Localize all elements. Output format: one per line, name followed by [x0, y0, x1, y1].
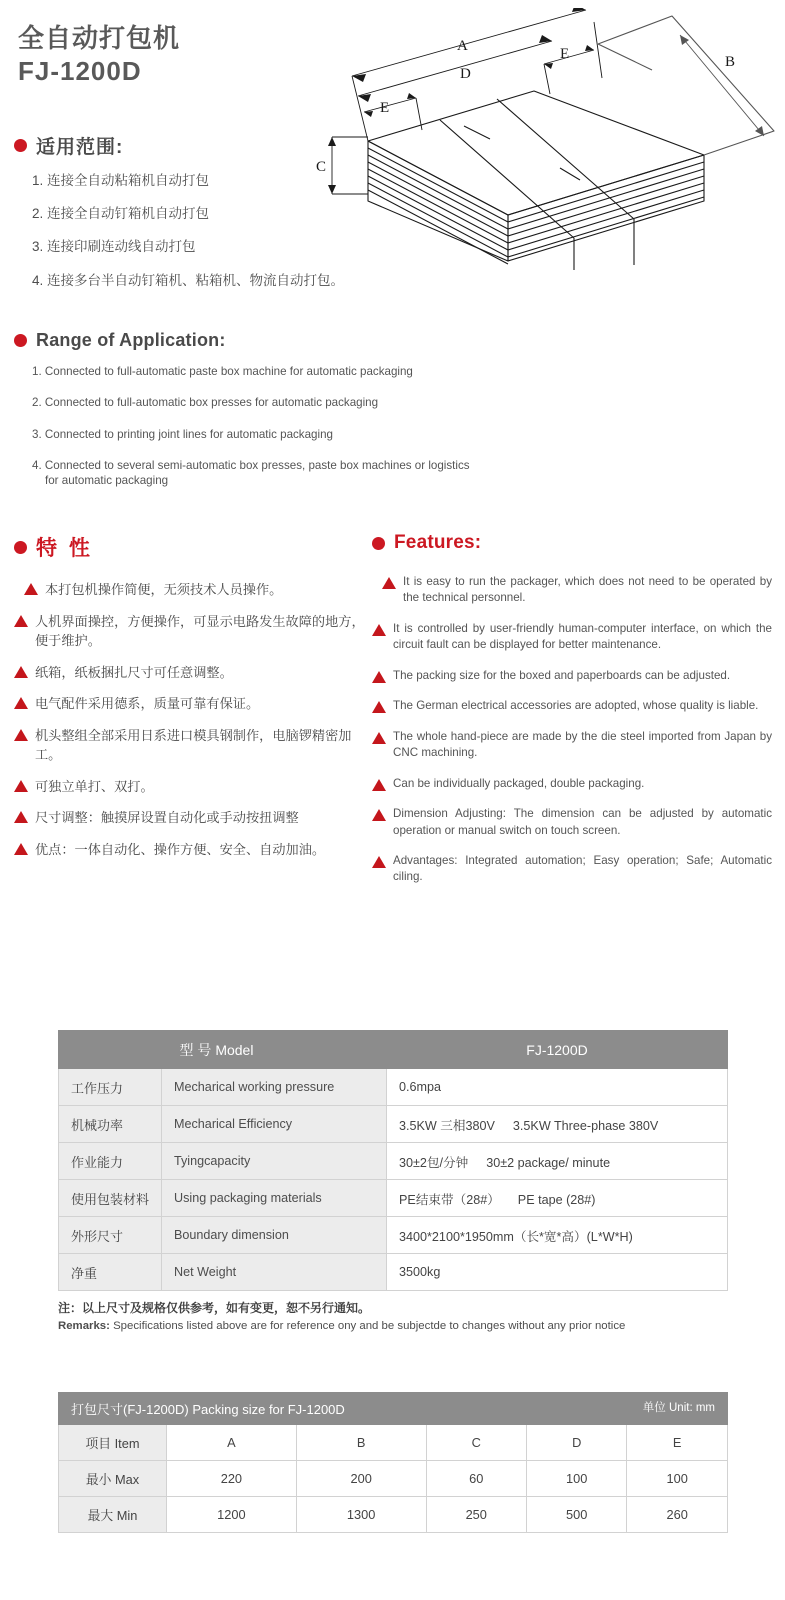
- row-label-en: Net Weight: [162, 1254, 387, 1291]
- list-item-text: 纸箱，纸板捆扎尺寸可任意调整。: [35, 664, 233, 680]
- dimension-label-d: D: [460, 66, 471, 82]
- row-value-en: 30±2 package/ minute: [486, 1155, 611, 1170]
- triangle-bullet-icon: [24, 583, 38, 595]
- list-item-text: The packing size for the boxed and paperboards can be adjusted.: [393, 668, 731, 682]
- triangle-bullet-icon: [14, 666, 28, 678]
- list-item: 1. Connected to full-automatic paste box machine for automatic packaging: [32, 365, 413, 378]
- application-heading-en-text: Range of Application:: [36, 330, 226, 350]
- table-cell: 1300: [296, 1497, 426, 1533]
- row-label-cn: 净重: [59, 1254, 162, 1291]
- list-item-text: It is controlled by user-friendly human-computer interface, on which the circuit fault can be displayed for better maintenance.: [393, 621, 772, 652]
- list-item: [372, 776, 772, 792]
- features-heading-en: [372, 532, 772, 554]
- application-heading-en: [14, 330, 574, 351]
- triangle-bullet-icon: [14, 843, 28, 855]
- row-label-en: Using packaging materials: [162, 1180, 387, 1217]
- table-row: [59, 1143, 728, 1180]
- table-row: [59, 1254, 728, 1291]
- row-value-cn: PE结束带（28#）: [399, 1192, 500, 1207]
- header-model-label: 型 号 Model: [59, 1031, 387, 1069]
- list-item: [372, 698, 772, 714]
- table-row: [59, 1106, 728, 1143]
- row-value: [387, 1217, 728, 1254]
- application-section-cn: [14, 132, 345, 306]
- table-column-header-row: [59, 1425, 728, 1461]
- application-heading-cn-text: 适用范围:: [36, 137, 124, 158]
- list-item: [14, 612, 374, 651]
- row-value-cn: 3500kg: [399, 1265, 441, 1279]
- list-item-text: Can be individually packaged, double packaging.: [393, 776, 645, 790]
- list-item-text: It is easy to run the packager, which does not need to be operated by the technical personnel.: [403, 575, 772, 605]
- application-list-cn: [14, 173, 345, 289]
- list-item-text: 机头整组全部采用日系进口模具钢制作，电脑锣精密加工。: [35, 727, 352, 763]
- dimension-label-a: A: [457, 38, 468, 54]
- column-header-d: D: [526, 1425, 626, 1461]
- remark-en: [58, 1318, 728, 1336]
- dimension-label-b: B: [725, 54, 736, 70]
- triangle-bullet-icon: [372, 809, 386, 821]
- product-dimension-diagram: [312, 8, 782, 270]
- features-section-en: [372, 532, 772, 900]
- list-item: [382, 574, 772, 607]
- triangle-bullet-icon: [14, 697, 28, 709]
- table-cell: 250: [426, 1497, 526, 1533]
- row-value: [387, 1254, 728, 1291]
- row-value-cn: 0.6mpa: [399, 1080, 442, 1094]
- features-heading-cn-text: 特 性: [36, 537, 93, 560]
- list-item: 1. 连接全自动粘箱机自动打包: [32, 173, 210, 188]
- features-list-cn: [14, 580, 374, 859]
- list-item-text: 电气配件采用德系，质量可靠有保证。: [35, 696, 260, 712]
- row-value: [387, 1069, 728, 1106]
- triangle-bullet-icon: [372, 671, 386, 683]
- row-label-en: Mecharical Efficiency: [162, 1106, 387, 1143]
- list-item: [14, 726, 374, 765]
- remark-en-label: Remarks:: [58, 1319, 110, 1332]
- bullet-dot-icon: [14, 139, 27, 152]
- column-header-a: A: [167, 1425, 297, 1461]
- row-label-cn: 使用包装材料: [59, 1180, 162, 1217]
- table-row: [59, 1217, 728, 1254]
- packing-unit: 单位 Unit: mm: [642, 1402, 715, 1414]
- row-label-cn: 作业能力: [59, 1143, 162, 1180]
- list-item-text: The whole hand-piece are made by the die steel imported from Japan by CNC machining.: [393, 729, 772, 760]
- column-header-c: C: [426, 1425, 526, 1461]
- triangle-bullet-icon: [14, 780, 28, 792]
- table-row: [59, 1069, 728, 1106]
- list-item-line1: 4. Connected to several semi-automatic box presses, paste box machines or logistics: [32, 458, 470, 472]
- list-item: 2. Connected to full-automatic box presses for automatic packaging: [32, 396, 379, 410]
- list-item-text: Dimension Adjusting: The dimension can be adjusted by automatic operation or manual switch on touch screen.: [393, 807, 772, 837]
- row-value: [387, 1180, 728, 1217]
- list-item: [14, 840, 374, 860]
- table-cell: 1200: [167, 1497, 297, 1533]
- list-item: [32, 458, 574, 489]
- packing-size-section: [58, 1392, 728, 1533]
- triangle-bullet-icon: [372, 779, 386, 791]
- dimension-label-c: C: [316, 159, 327, 175]
- table-cell: 220: [167, 1461, 297, 1497]
- list-item-text: 本打包机操作简便，无须技术人员操作。: [45, 582, 283, 597]
- specification-table: [58, 1030, 728, 1291]
- list-item-text: 优点：一体自动化、操作方便、安全、自动加油。: [35, 841, 326, 857]
- column-header-e: E: [627, 1425, 728, 1461]
- list-item: [14, 777, 374, 797]
- list-item: [14, 808, 374, 828]
- dimension-label-e-left: E: [380, 100, 390, 116]
- list-item: [24, 580, 374, 600]
- row-value: [387, 1143, 728, 1180]
- column-header-item: 项目 Item: [59, 1425, 167, 1461]
- table-cell: 100: [627, 1461, 728, 1497]
- remark-en-text: Specifications listed above are for reference ony and be subjectde to changes without any prior notice: [109, 1319, 626, 1332]
- row-value-cn: 3.5KW 三相380V: [399, 1118, 495, 1133]
- list-item: [14, 663, 374, 683]
- table-cell: 200: [296, 1461, 426, 1497]
- list-item: [372, 853, 772, 886]
- packing-header-cell: [59, 1393, 728, 1425]
- triangle-bullet-icon: [372, 624, 386, 636]
- list-item: [14, 694, 374, 714]
- row-value-en: PE tape (28#): [517, 1192, 596, 1207]
- triangle-bullet-icon: [382, 577, 396, 589]
- packing-title: 打包尺寸(FJ-1200D) Packing size for FJ-1200D: [71, 1402, 345, 1417]
- table-row: [59, 1180, 728, 1217]
- application-heading-cn: [14, 132, 314, 159]
- row-value-cn: 3400*2100*1950mm（长*宽*高）(L*W*H): [399, 1229, 633, 1244]
- specification-section: [58, 1030, 728, 1335]
- list-item: [372, 729, 772, 762]
- table-header-row: [59, 1393, 728, 1425]
- list-item: 3. 连接印刷连动线自动打包: [32, 239, 196, 255]
- bullet-dot-icon: [372, 537, 385, 550]
- table-row: [59, 1497, 728, 1533]
- bullet-dot-icon: [14, 334, 27, 347]
- product-name-cn: 全自动打包机: [18, 23, 181, 53]
- list-item: 2. 连接全自动钉箱机自动打包: [32, 206, 210, 222]
- row-value-en: 3.5KW Three-phase 380V: [512, 1118, 659, 1133]
- features-heading-en-text: Features:: [394, 532, 482, 553]
- bullet-dot-icon: [14, 541, 27, 554]
- row-value: [387, 1106, 728, 1143]
- row-label-cn: 机械功率: [59, 1106, 162, 1143]
- page-title: [18, 22, 180, 89]
- triangle-bullet-icon: [372, 732, 386, 744]
- row-label-cn: 工作压力: [59, 1069, 162, 1106]
- table-row: [59, 1461, 728, 1497]
- list-item-text: 尺寸调整：触摸屏设置自动化或手动按扭调整: [35, 810, 299, 826]
- table-cell: 260: [627, 1497, 728, 1533]
- triangle-bullet-icon: [372, 856, 386, 868]
- table-header-row: [59, 1031, 728, 1069]
- list-item-text: 人机界面操控，方便操作，可显示电路发生故障的地方，便于维护。: [35, 613, 365, 649]
- list-item: 3. Connected to printing joint lines for automatic packaging: [32, 427, 333, 441]
- list-item: [372, 621, 772, 654]
- list-item-text: 可独立单打、双打。: [35, 778, 154, 794]
- row-label: 最大 Min: [59, 1497, 167, 1533]
- row-label-cn: 外形尺寸: [59, 1217, 162, 1254]
- triangle-bullet-icon: [14, 811, 28, 823]
- packing-size-table: [58, 1392, 728, 1533]
- product-model: FJ-1200D: [18, 56, 142, 87]
- application-section-en: [14, 330, 574, 504]
- table-cell: 100: [526, 1461, 626, 1497]
- row-label-en: Mecharical working pressure: [162, 1069, 387, 1106]
- list-item: [372, 806, 772, 839]
- features-list-en: [372, 574, 772, 886]
- row-label: 最小 Max: [59, 1461, 167, 1497]
- application-list-en: [14, 364, 574, 488]
- table-cell: 500: [526, 1497, 626, 1533]
- list-item-text: The German electrical accessories are adopted, whose quality is liable.: [393, 699, 759, 713]
- table-cell: 60: [426, 1461, 526, 1497]
- column-header-b: B: [296, 1425, 426, 1461]
- triangle-bullet-icon: [14, 729, 28, 741]
- features-section-cn: [14, 532, 374, 871]
- remarks-block: [58, 1299, 728, 1335]
- list-item-line2: for automatic packaging: [45, 474, 169, 488]
- dimension-label-e-right: E: [560, 46, 570, 62]
- list-item: 4. 连接多台半自动钉箱机、粘箱机、物流自动打包。: [32, 272, 345, 288]
- list-item-text: Advantages: Integrated automation; Easy operation; Safe; Automatic ciling.: [393, 853, 772, 884]
- remark-cn: 注：以上尺寸及规格仅供参考，如有变更，恕不另行通知。: [58, 1301, 371, 1315]
- list-item: [372, 668, 772, 684]
- row-value-cn: 30±2包/分钟: [399, 1155, 469, 1170]
- triangle-bullet-icon: [372, 701, 386, 713]
- row-label-en: Boundary dimension: [162, 1217, 387, 1254]
- row-label-en: Tyingcapacity: [162, 1143, 387, 1180]
- features-heading-cn: [14, 532, 374, 562]
- header-model-value: FJ-1200D: [387, 1031, 728, 1069]
- triangle-bullet-icon: [14, 615, 28, 627]
